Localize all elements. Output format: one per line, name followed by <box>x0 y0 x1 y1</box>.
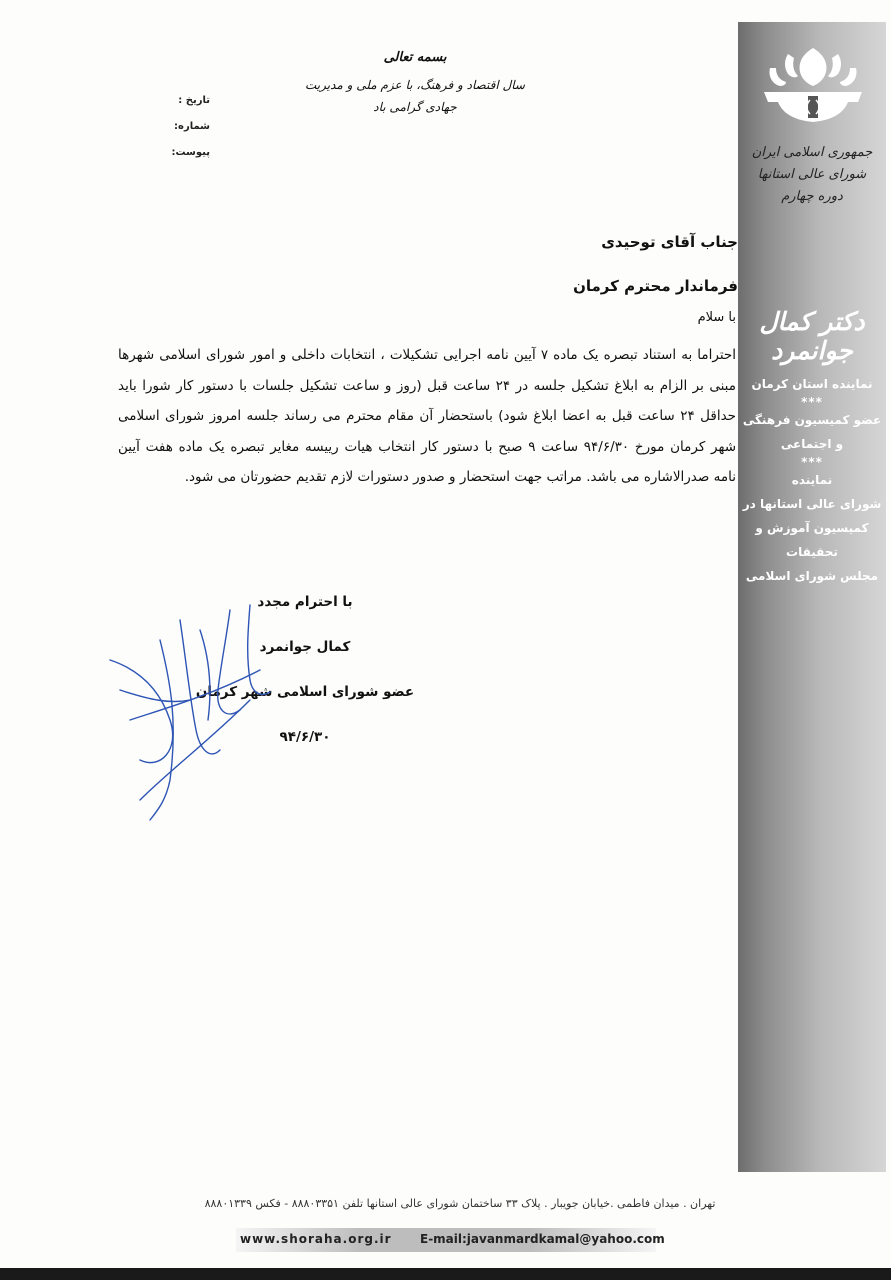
letter-date: ۹۴/۶/۳۰ <box>279 729 331 745</box>
member-name: دکتر کمال جوانمرد <box>759 307 865 365</box>
role-line: کمیسیون آموزش و تحقیقات <box>755 521 869 559</box>
role-line: نماینده استان کرمان <box>751 377 873 391</box>
role-separator: *** <box>801 455 823 469</box>
council-emblem-icon <box>758 40 868 130</box>
addressee-name: جناب آقای توحیدی <box>601 233 738 251</box>
role-separator: *** <box>801 395 823 409</box>
letterhead-sidebar <box>738 22 886 1172</box>
addressee <box>420 220 738 308</box>
number-label: شماره: <box>174 121 210 132</box>
footer-website: www.shoraha.org.ir <box>240 1232 392 1246</box>
council-line: شورای عالی استانها <box>757 167 867 182</box>
role-line: مجلس شورای اسلامی <box>745 569 879 583</box>
addressee-title: فرماندار محترم کرمان <box>573 277 738 295</box>
scan-edge <box>0 1268 891 1280</box>
role-line: نماینده <box>791 473 833 487</box>
letter-meta <box>150 88 210 166</box>
date-label: تاریخ : <box>178 95 210 106</box>
council-line: دوره چهارم <box>781 189 843 204</box>
signer-title: عضو شورای اسلامی شهر کرمان <box>195 684 415 700</box>
basmala: بسمه تعالی <box>383 50 447 65</box>
closing-regards: با احترام مجدد <box>257 594 353 610</box>
footer-email: E-mail:javanmardkamal@yahoo.com <box>420 1232 665 1246</box>
footer-address: تهران . میدان فاطمی .خیابان جویبار . پلاک ۳۳ ساختمان شورای عالی استانها تلفن ۸۸۸۰۳۳۵۱ - فکس ۸۸۸۰۱۳۳۹ <box>204 1197 716 1210</box>
greeting: با سلام <box>697 310 736 325</box>
role-line: شورای عالی استانها در <box>742 497 882 511</box>
council-name <box>750 142 874 208</box>
signer-name: کمال جوانمرد <box>259 639 351 655</box>
attachment-label: پیوست: <box>171 147 210 158</box>
council-line: جمهوری اسلامی ایران <box>751 145 873 160</box>
letter-body: احتراما به استناد تبصره یک ماده ۷ آیین نامه اجرایی تشکیلات ، انتخابات داخلی و امور شورای اسلامی شهرها مبنی بر الزام به ابلاغ تشکیل جلسه در ۲۴ ساعت قبل (روز و ساعت تشکیل جلسات با دستور کار شورا باید حداقل ۲۴ ساعت قبل به اعضا ابلاغ شود) باستحضار آن مقام محترم می رساند جلسه امروز شورای اسلامی شهر کرمان مورخ ۹۴/۶/۳۰ ساعت ۹ صبح با دستور کار انتخاب هیات رییسه مغایر تبصره یک ماده هفت آیین نامه صدرالاشاره می باشد. مراتب جهت استحضار و صدور دستورات لازم تقدیم حضورتان می شود. <box>118 347 737 485</box>
member-roles <box>742 372 882 588</box>
handwritten-signature-icon <box>100 600 300 830</box>
year-motto: سال اقتصاد و فرهنگ، با عزم ملی و مدیریت جهادی گرامی باد <box>305 78 525 114</box>
role-line: و اجتماعی <box>780 437 844 451</box>
letter-motto <box>300 48 530 118</box>
role-line: عضو کمیسیون فرهنگی <box>742 413 882 427</box>
